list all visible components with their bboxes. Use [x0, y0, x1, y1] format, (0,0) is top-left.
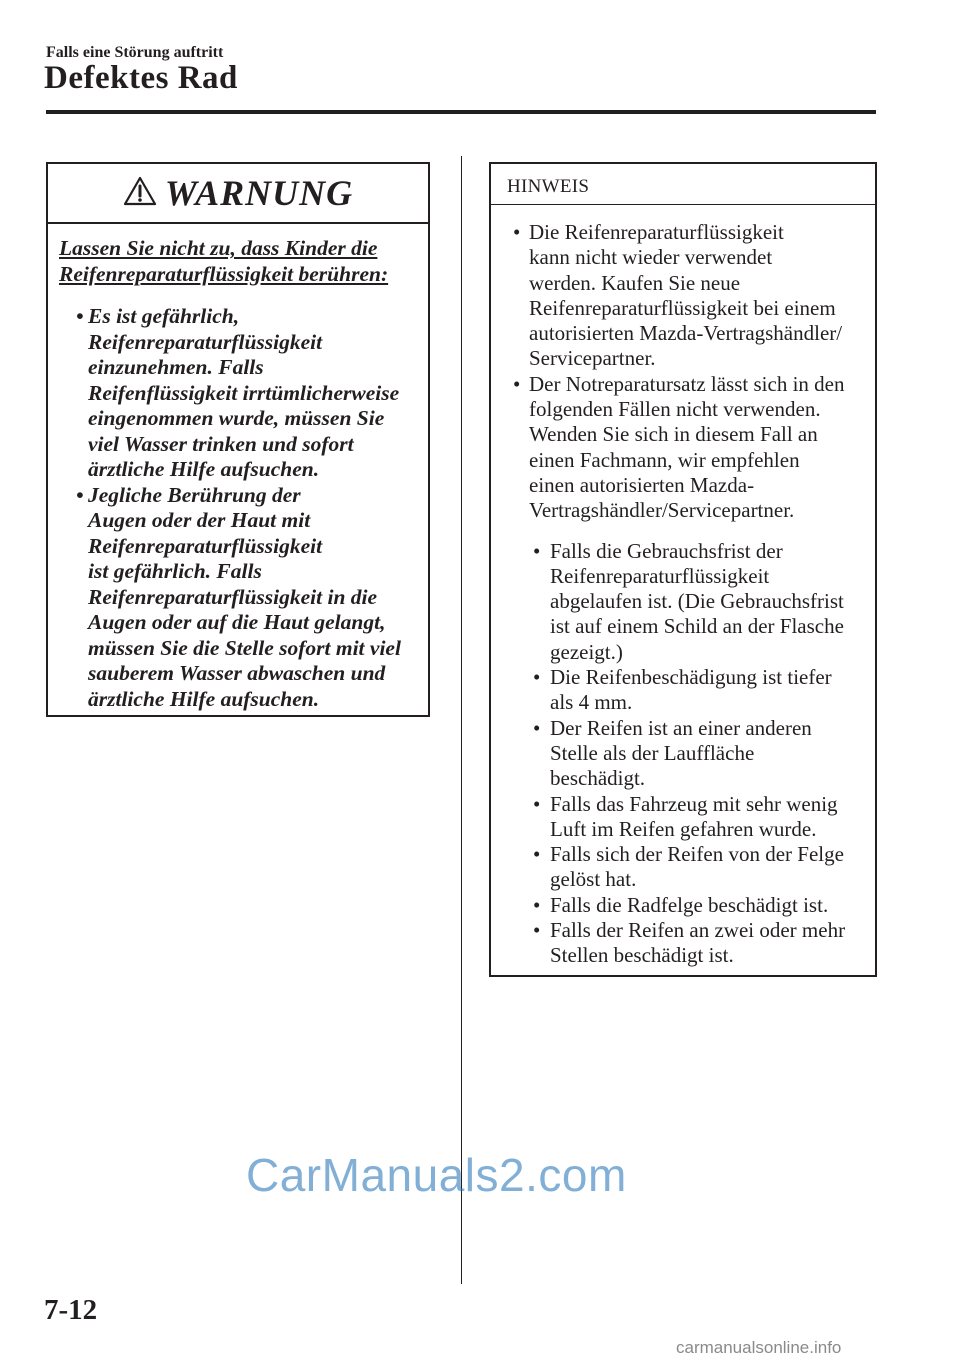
note-line: Wenden Sie sich in diesem Fall an: [529, 422, 818, 447]
bullet: •: [513, 371, 521, 396]
header-rule: [46, 110, 876, 114]
page-title: Defektes Rad: [44, 60, 238, 96]
note-line: Die Reifenbeschädigung ist tiefer: [550, 665, 832, 690]
warning-body: [48, 224, 428, 712]
note-sublist: [502, 539, 869, 969]
warning-line: Reifenreparaturflüssigkeit in die: [88, 584, 378, 609]
note-line: einen autorisierten Mazda-: [529, 472, 755, 497]
warning-line: sauberem Wasser abwaschen und: [88, 661, 386, 685]
note-line: gezeigt.): [550, 639, 623, 664]
bullet: •: [533, 918, 541, 943]
warning-header: [48, 164, 428, 224]
bullet: •: [533, 842, 541, 867]
note-subitem: [502, 792, 869, 843]
note-line: Der Reifen ist an einer anderen: [550, 715, 812, 740]
bullet: •: [533, 715, 541, 740]
warning-lead-line: Reifenreparaturflüssigkeit berühren:: [59, 261, 389, 286]
note-line: als 4 mm.: [550, 690, 633, 715]
warning-line: müssen Sie die Stelle sofort mit viel: [88, 635, 401, 660]
note-line: Die Reifenreparaturflüssigkeit: [529, 220, 784, 244]
page-number: 7-12: [44, 1294, 98, 1326]
note-list: [502, 220, 869, 969]
warning-line: Reifenreparaturflüssigkeit: [88, 329, 323, 354]
warning-triangle-icon: [123, 176, 157, 206]
warning-line: einzunehmen. Falls: [88, 355, 264, 379]
warning-box: [46, 162, 430, 717]
note-line: Der Notreparatursatz lässt sich in den: [529, 371, 845, 396]
note-item: [502, 372, 869, 969]
note-line: gelöst hat.: [550, 867, 637, 892]
warning-line: Augen oder auf die Haut gelangt,: [88, 610, 386, 634]
note-line: Stellen beschädigt ist.: [550, 943, 734, 968]
warning-line: Reifenreparaturflüssigkeit: [88, 533, 323, 558]
note-line: Falls die Radfelge beschädigt ist.: [550, 892, 829, 917]
note-line: Vertragshändler/Servicepartner.: [529, 498, 795, 523]
section-label: Falls eine Störung auftritt: [46, 44, 224, 61]
note-line: kann nicht wieder verwendet: [529, 245, 773, 270]
note-line: Reifenreparaturflüssigkeit: [550, 563, 770, 588]
note-line: werden. Kaufen Sie neue: [529, 270, 741, 295]
footer-watermark: carmanualsonline.info: [676, 1338, 842, 1357]
warning-lead: [59, 236, 410, 287]
warning-line: Jegliche Berührung der: [88, 482, 301, 507]
warning-line: ärztliche Hilfe aufsuchen.: [88, 457, 320, 481]
warning-line: eingenommen wurde, müssen Sie: [88, 406, 385, 430]
warning-line: viel Wasser trinken und sofort: [88, 431, 354, 456]
warning-item: [59, 483, 410, 713]
note-line: folgenden Fällen nicht verwenden.: [529, 397, 821, 422]
note-line: Falls das Fahrzeug mit sehr wenig: [550, 791, 838, 816]
note-line: Falls die Gebrauchsfrist der: [550, 538, 783, 563]
note-subitem: [502, 842, 869, 893]
note-subitem: [502, 893, 869, 918]
note-line: abgelaufen ist. (Die Gebrauchsfrist: [550, 589, 844, 614]
warning-line: Reifenflüssigkeit irrtümlicherweise: [88, 380, 400, 405]
note-subitem: [502, 665, 869, 716]
note-line: Servicepartner.: [529, 346, 656, 371]
note-line: ist auf einem Schild an der Flasche: [550, 614, 844, 639]
bullet: •: [76, 482, 84, 507]
warning-line: ärztliche Hilfe aufsuchen.: [88, 686, 320, 711]
note-line: beschädigt.: [550, 766, 646, 791]
bullet: •: [76, 304, 84, 328]
bullet: •: [533, 538, 541, 563]
note-line: Falls der Reifen an zwei oder mehr: [550, 918, 846, 943]
warning-title: WARNUNG: [164, 173, 354, 213]
warning-item: [59, 304, 410, 483]
bullet: •: [533, 665, 541, 690]
note-line: Luft im Reifen gefahren wurde.: [550, 816, 817, 841]
note-line: Stelle als der Lauffläche: [550, 740, 755, 765]
watermark: CarManuals2.com: [246, 1149, 627, 1201]
note-title: HINWEIS: [491, 164, 875, 205]
warning-line: ist gefährlich. Falls: [88, 559, 262, 583]
note-line: autorisierten Mazda-Vertragshändler/: [529, 321, 843, 346]
bullet: •: [533, 791, 541, 816]
note-line: einen Fachmann, wir empfehlen: [529, 447, 800, 472]
note-subitem: [502, 918, 869, 969]
note-subitem: [502, 539, 869, 665]
note-line: Falls sich der Reifen von der Felge: [550, 842, 844, 867]
warning-line: Augen oder der Haut mit: [88, 508, 311, 532]
warning-lead-line: Lassen Sie nicht zu, dass Kinder die: [59, 236, 378, 260]
note-box: [489, 162, 877, 977]
warning-line: Es ist gefährlich,: [88, 304, 240, 328]
note-body: [491, 205, 875, 969]
note-line: Reifenreparaturflüssigkeit bei einem: [529, 295, 836, 320]
note-item: [502, 220, 869, 372]
column-divider: [461, 156, 462, 1284]
bullet: •: [513, 220, 521, 244]
note-subitem: [502, 716, 869, 792]
warning-list: [59, 304, 410, 712]
bullet: •: [533, 892, 541, 917]
